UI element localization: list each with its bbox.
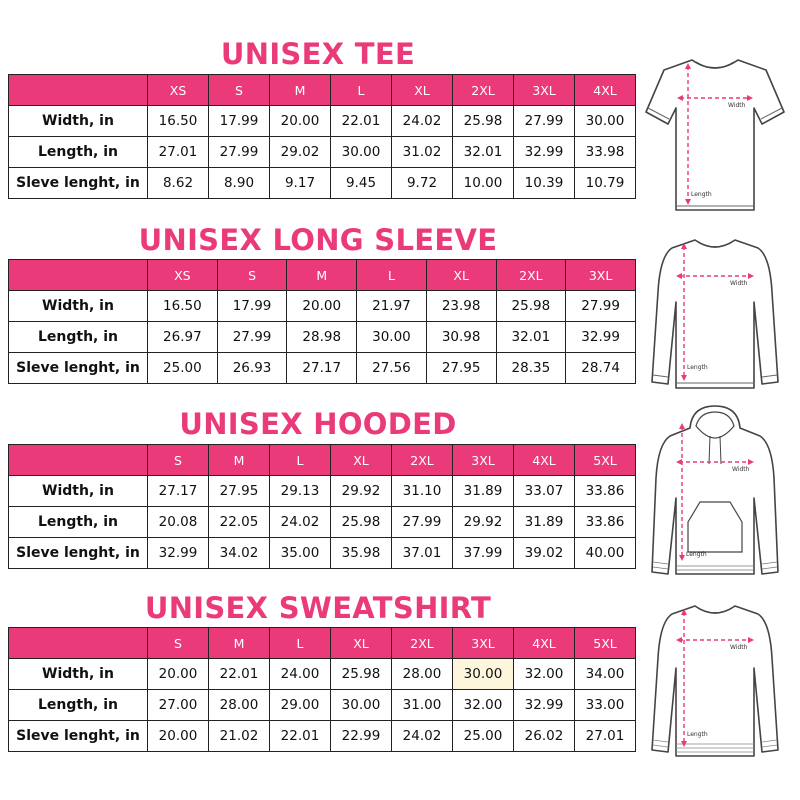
table-cell: 29.00 <box>270 690 331 721</box>
table-cell: 31.89 <box>453 476 514 507</box>
row-label: Width, in <box>9 291 148 322</box>
table-cell: 17.99 <box>209 106 270 137</box>
hooded-size-table <box>8 444 636 569</box>
table-cell: 31.02 <box>392 137 453 168</box>
tshirt-icon <box>640 52 790 217</box>
table-cell: 32.99 <box>514 690 575 721</box>
table-cell: 32.01 <box>496 322 566 353</box>
table-cell: 25.00 <box>148 353 218 384</box>
table-cell: 27.17 <box>287 353 357 384</box>
length-label: Length <box>686 551 707 558</box>
table-cell: 33.86 <box>575 476 636 507</box>
table-cell: 30.00 <box>331 137 392 168</box>
size-header: 4XL <box>575 75 636 106</box>
table-cell: 22.01 <box>209 659 270 690</box>
table-row <box>9 291 636 322</box>
width-label: Width <box>730 280 748 287</box>
table-cell: 32.99 <box>514 137 575 168</box>
size-header: 2XL <box>453 75 514 106</box>
size-header: S <box>217 260 287 291</box>
table-cell: 20.00 <box>287 291 357 322</box>
header-corner <box>9 260 148 291</box>
table-cell: 25.98 <box>331 659 392 690</box>
table-cell: 32.00 <box>453 690 514 721</box>
table-cell: 9.72 <box>392 168 453 199</box>
table-cell: 33.86 <box>575 507 636 538</box>
table-header-row <box>9 75 636 106</box>
size-header: 3XL <box>514 75 575 106</box>
length-label: Length <box>687 731 708 738</box>
size-header: XL <box>331 628 392 659</box>
size-header: 3XL <box>566 260 636 291</box>
table-cell: 26.93 <box>217 353 287 384</box>
size-header: XS <box>148 260 218 291</box>
table-cell: 23.98 <box>426 291 496 322</box>
table-cell: 27.99 <box>392 507 453 538</box>
table-cell: 21.97 <box>357 291 427 322</box>
table-cell: 33.00 <box>575 690 636 721</box>
size-header: M <box>209 445 270 476</box>
table-cell: 27.01 <box>575 721 636 752</box>
table-row <box>9 721 636 752</box>
table-cell: 29.92 <box>453 507 514 538</box>
size-header: L <box>331 75 392 106</box>
size-header: XL <box>331 445 392 476</box>
hoodie-icon <box>640 402 790 580</box>
table-row <box>9 353 636 384</box>
table-cell: 21.02 <box>209 721 270 752</box>
table-cell: 22.01 <box>270 721 331 752</box>
tee-size-table <box>8 74 636 199</box>
row-label: Width, in <box>9 659 148 690</box>
table-cell: 9.17 <box>270 168 331 199</box>
table-cell: 25.98 <box>496 291 566 322</box>
table-cell: 27.95 <box>426 353 496 384</box>
table-cell: 31.00 <box>392 690 453 721</box>
table-cell: 9.45 <box>331 168 392 199</box>
table-cell: 32.00 <box>514 659 575 690</box>
table-cell: 39.02 <box>514 538 575 569</box>
table-cell: 27.99 <box>514 106 575 137</box>
table-cell: 27.99 <box>217 322 287 353</box>
table-cell: 32.99 <box>566 322 636 353</box>
table-header-row <box>9 628 636 659</box>
table-cell: 20.00 <box>270 106 331 137</box>
table-cell: 30.00 <box>575 106 636 137</box>
long-sleeve-illustration <box>640 232 790 397</box>
sweatshirt-title: UNISEX SWEATSHIRT <box>144 591 492 625</box>
row-label: Length, in <box>9 690 148 721</box>
size-header: L <box>270 628 331 659</box>
size-header: L <box>270 445 331 476</box>
table-cell: 16.50 <box>148 291 218 322</box>
table-cell: 27.95 <box>209 476 270 507</box>
table-row <box>9 476 636 507</box>
row-label: Length, in <box>9 137 148 168</box>
table-row <box>9 507 636 538</box>
size-header: S <box>148 445 209 476</box>
table-cell: 26.02 <box>514 721 575 752</box>
table-row <box>9 659 636 690</box>
row-label: Sleve lenght, in <box>9 538 148 569</box>
table-cell: 28.00 <box>392 659 453 690</box>
table-cell: 22.01 <box>331 106 392 137</box>
size-header: L <box>357 260 427 291</box>
row-label: Length, in <box>9 507 148 538</box>
table-cell: 30.00 <box>357 322 427 353</box>
table-cell: 34.02 <box>209 538 270 569</box>
table-cell: 20.00 <box>148 659 209 690</box>
table-cell: 20.08 <box>148 507 209 538</box>
table-cell: 28.00 <box>209 690 270 721</box>
table-cell: 27.56 <box>357 353 427 384</box>
table-row <box>9 137 636 168</box>
table-cell: 22.05 <box>209 507 270 538</box>
tee-title: UNISEX TEE <box>220 37 416 71</box>
size-header: M <box>287 260 357 291</box>
sweatshirt-size-table <box>8 627 636 752</box>
width-label: Width <box>730 644 748 651</box>
header-corner <box>9 75 148 106</box>
table-cell: 29.13 <box>270 476 331 507</box>
table-cell: 32.99 <box>148 538 209 569</box>
table-cell: 30.98 <box>426 322 496 353</box>
table-cell: 17.99 <box>217 291 287 322</box>
table-cell: 27.00 <box>148 690 209 721</box>
size-header: S <box>209 75 270 106</box>
table-cell: 27.01 <box>148 137 209 168</box>
table-cell: 24.00 <box>270 659 331 690</box>
table-cell: 28.98 <box>287 322 357 353</box>
table-cell: 35.98 <box>331 538 392 569</box>
table-cell: 34.00 <box>575 659 636 690</box>
size-header: 2XL <box>392 445 453 476</box>
table-cell: 24.02 <box>392 106 453 137</box>
tee-illustration <box>640 52 790 217</box>
table-row <box>9 168 636 199</box>
width-label: Width <box>732 466 750 473</box>
header-corner <box>9 445 148 476</box>
header-corner <box>9 628 148 659</box>
table-cell: 37.99 <box>453 538 514 569</box>
row-label: Width, in <box>9 106 148 137</box>
row-label: Sleve lenght, in <box>9 721 148 752</box>
table-cell-highlighted: 30.00 <box>453 659 514 690</box>
size-header: 5XL <box>575 628 636 659</box>
table-cell: 29.92 <box>331 476 392 507</box>
size-header: XS <box>148 75 209 106</box>
table-cell: 26.97 <box>148 322 218 353</box>
table-cell: 28.35 <box>496 353 566 384</box>
sweatshirt-icon <box>640 598 790 763</box>
table-cell: 27.99 <box>566 291 636 322</box>
hooded-illustration <box>640 402 790 580</box>
table-cell: 31.10 <box>392 476 453 507</box>
table-cell: 8.90 <box>209 168 270 199</box>
table-header-row <box>9 445 636 476</box>
row-label: Width, in <box>9 476 148 507</box>
table-row <box>9 538 636 569</box>
table-cell: 27.99 <box>209 137 270 168</box>
table-cell: 8.62 <box>148 168 209 199</box>
width-label: Width <box>728 102 746 109</box>
table-cell: 24.02 <box>392 721 453 752</box>
table-row <box>9 322 636 353</box>
hooded-title: UNISEX HOODED <box>179 407 457 441</box>
table-cell: 28.74 <box>566 353 636 384</box>
size-header: 2XL <box>496 260 566 291</box>
table-cell: 29.02 <box>270 137 331 168</box>
long-sleeve-title: UNISEX LONG SLEEVE <box>138 223 498 257</box>
size-header: M <box>270 75 331 106</box>
table-cell: 33.07 <box>514 476 575 507</box>
table-cell: 37.01 <box>392 538 453 569</box>
table-cell: 25.98 <box>331 507 392 538</box>
table-cell: 32.01 <box>453 137 514 168</box>
table-cell: 10.00 <box>453 168 514 199</box>
size-header: 2XL <box>392 628 453 659</box>
table-cell: 10.79 <box>575 168 636 199</box>
table-row <box>9 690 636 721</box>
length-label: Length <box>687 364 708 371</box>
table-header-row <box>9 260 636 291</box>
table-cell: 25.00 <box>453 721 514 752</box>
length-label: Length <box>691 191 712 198</box>
table-cell: 33.98 <box>575 137 636 168</box>
size-header: 3XL <box>453 445 514 476</box>
size-header: 4XL <box>514 628 575 659</box>
size-header: 3XL <box>453 628 514 659</box>
table-cell: 35.00 <box>270 538 331 569</box>
size-header: 5XL <box>575 445 636 476</box>
table-cell: 10.39 <box>514 168 575 199</box>
table-cell: 20.00 <box>148 721 209 752</box>
size-header: XL <box>392 75 453 106</box>
long-sleeve-size-table <box>8 259 636 384</box>
size-header: 4XL <box>514 445 575 476</box>
size-header: S <box>148 628 209 659</box>
table-row <box>9 106 636 137</box>
row-label: Sleve lenght, in <box>9 168 148 199</box>
table-cell: 40.00 <box>575 538 636 569</box>
row-label: Length, in <box>9 322 148 353</box>
table-cell: 22.99 <box>331 721 392 752</box>
size-header: XL <box>426 260 496 291</box>
table-cell: 24.02 <box>270 507 331 538</box>
table-cell: 27.17 <box>148 476 209 507</box>
table-cell: 30.00 <box>331 690 392 721</box>
table-cell: 25.98 <box>453 106 514 137</box>
long-sleeve-shirt-icon <box>640 232 790 397</box>
sweatshirt-illustration <box>640 598 790 763</box>
table-cell: 16.50 <box>148 106 209 137</box>
row-label: Sleve lenght, in <box>9 353 148 384</box>
size-header: M <box>209 628 270 659</box>
table-cell: 31.89 <box>514 507 575 538</box>
